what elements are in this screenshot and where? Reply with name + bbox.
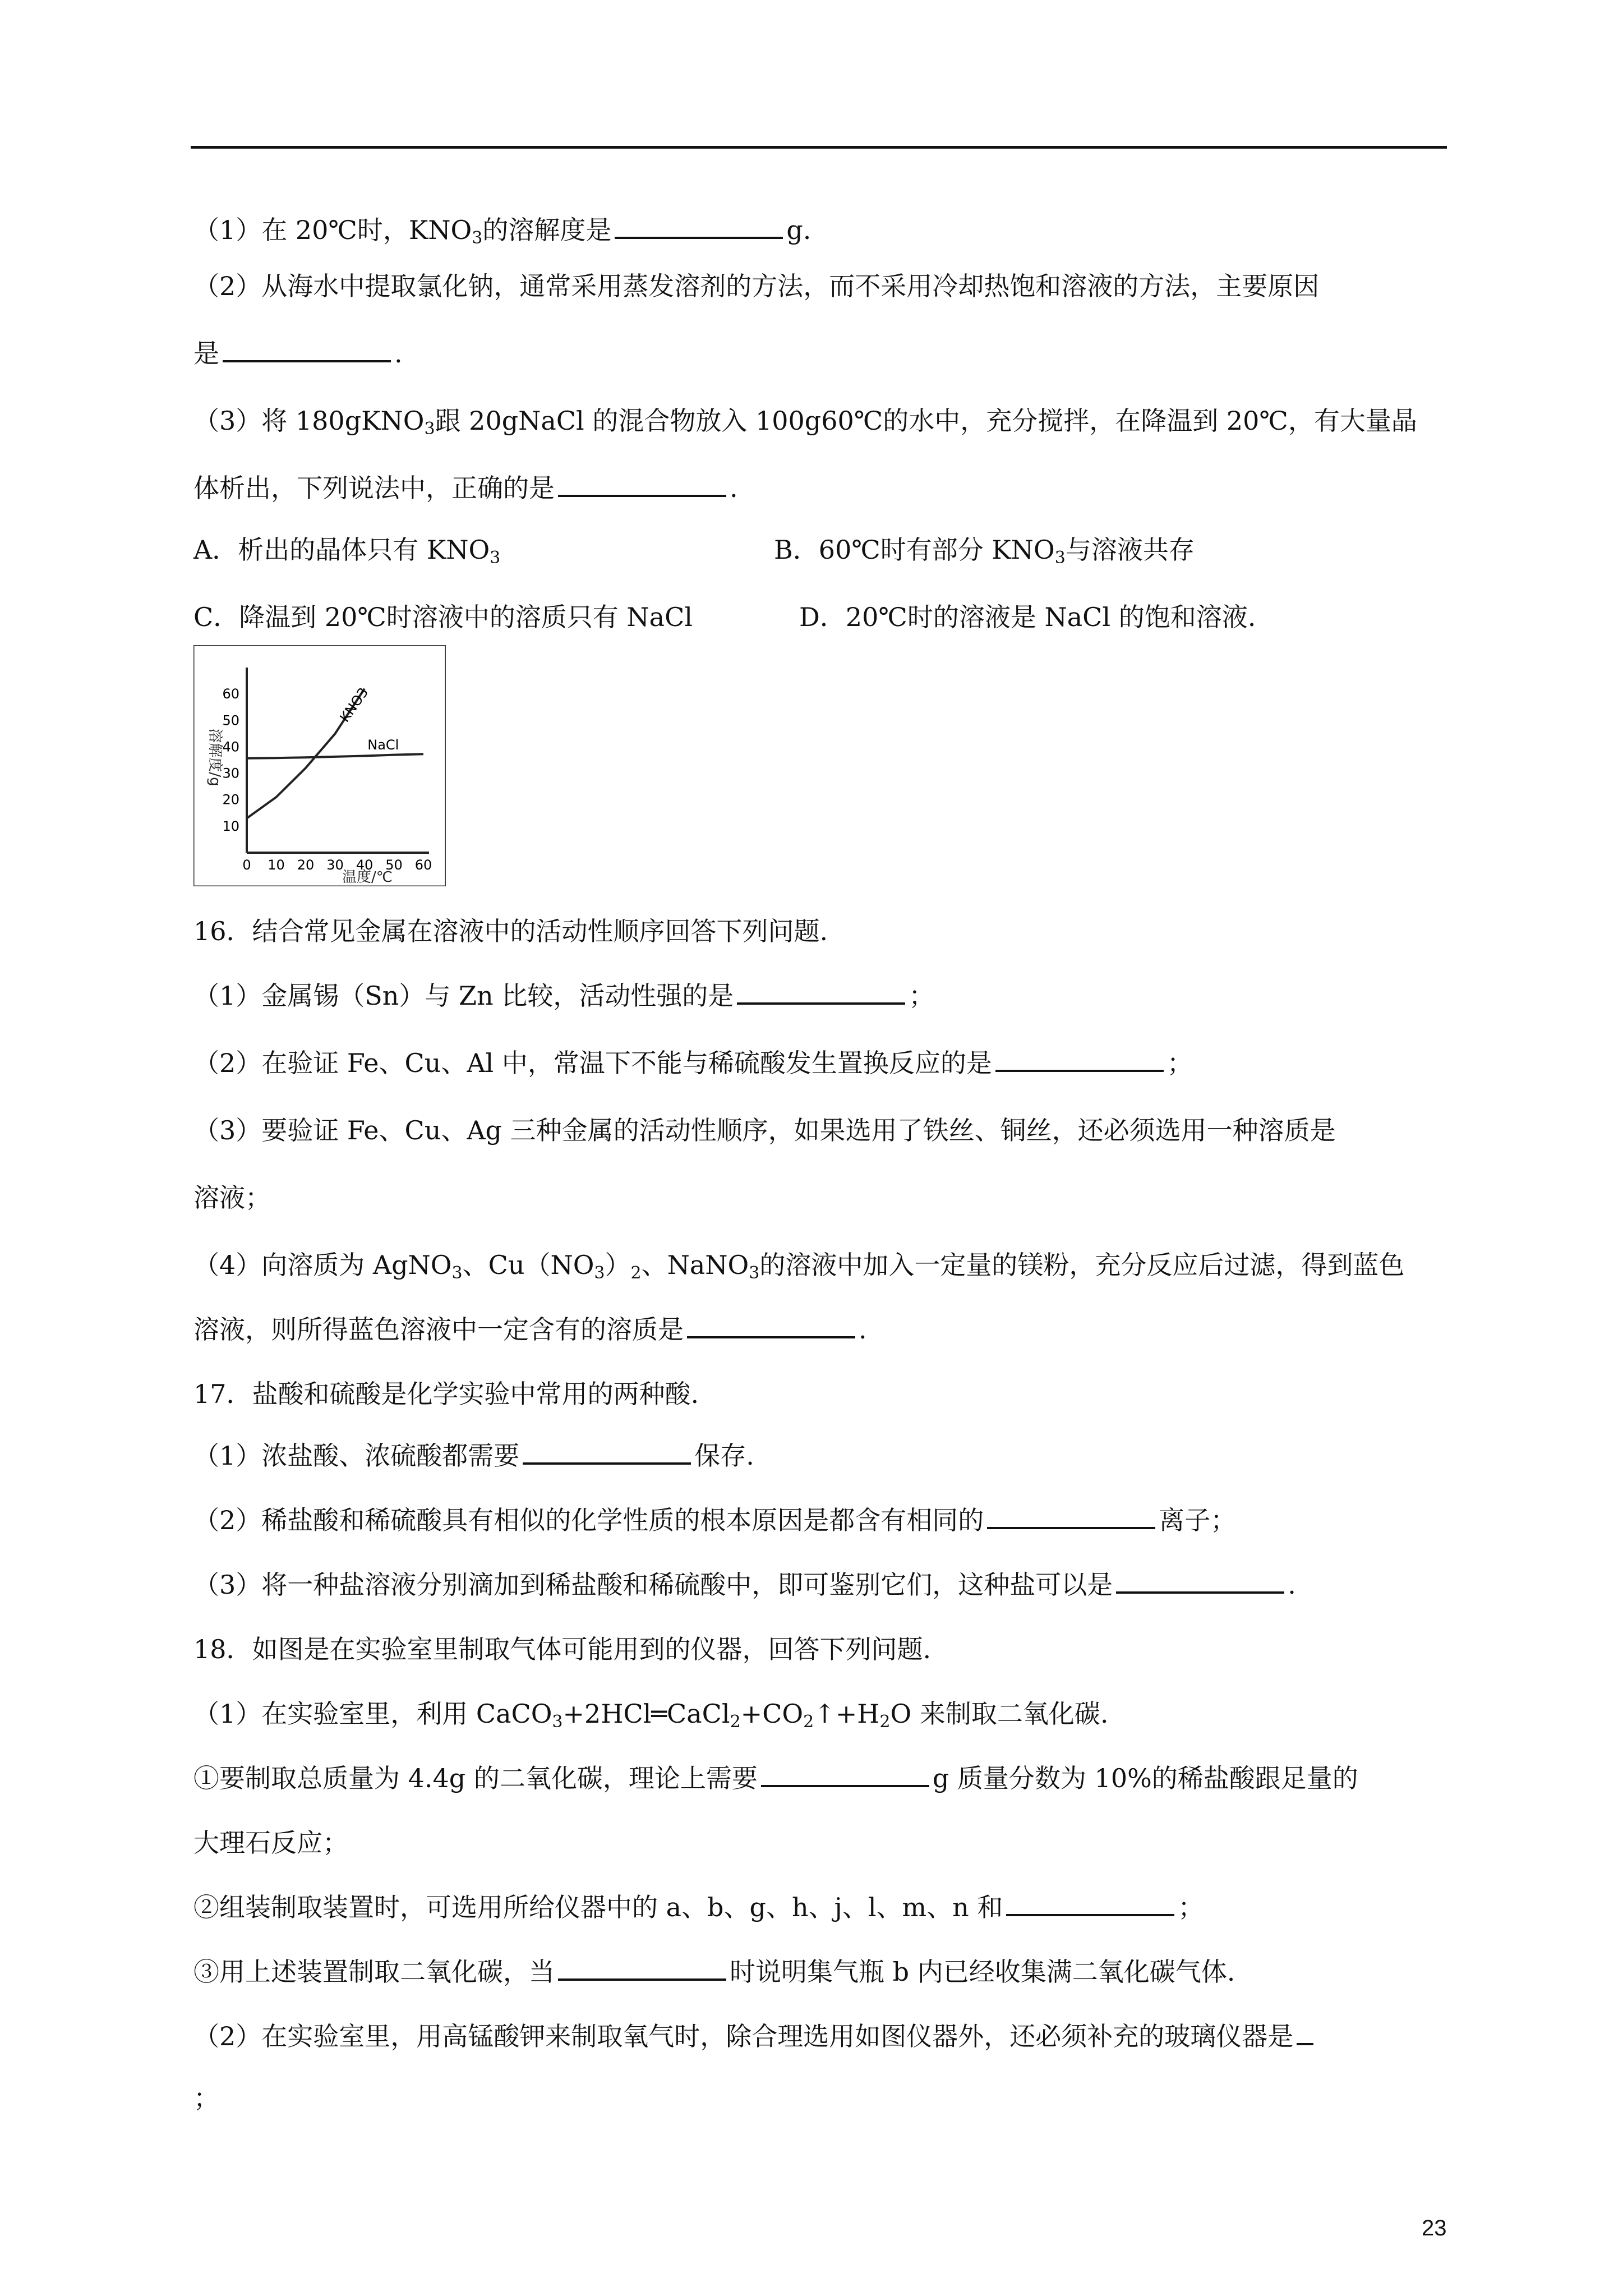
answer-blank[interactable] — [1297, 2021, 1313, 2045]
answer-blank[interactable] — [987, 1504, 1155, 1529]
y-tick-label: 60 — [222, 686, 239, 702]
x-tick-label: 40 — [356, 857, 374, 873]
answer-blank[interactable] — [1006, 1892, 1174, 1916]
y-axis-label: 溶解度/g — [206, 728, 223, 786]
y-tick-label: 40 — [222, 739, 239, 755]
q15-option-b: B．60℃时有部分 $KNO_3$与溶液共存 — [774, 535, 1195, 568]
q18-part1: （1）在实验室里，利用 $CaCO_3+2HCl═CaCl_2+CO_2↑+H_2O$ 来制取二氧化碳. — [193, 1699, 1109, 1732]
answer-blank[interactable] — [223, 338, 391, 362]
q18-step2: ②组装制取装置时，可选用所给仪器中的 a、b、g、h、j、l、m、n 和 ； — [193, 1892, 1204, 1922]
q18-title: 18．如图是在实验室里制取气体可能用到的仪器，回答下列问题. — [193, 1634, 932, 1664]
q15-part2-line2: 是 . — [193, 338, 403, 369]
q15-part1: （1）在 20℃时，$KNO_3$的溶解度是 g. — [193, 215, 811, 248]
answer-blank[interactable] — [995, 1047, 1164, 1072]
y-tick-label: 30 — [222, 765, 239, 781]
q16-part4-line1: （4）向溶质为 AgNO$_3$、$Cu(NO_3)_2$、NaNO$_3$的溶液中加入一定量的镁粉，充分反应后过滤，得到蓝色 — [193, 1250, 1405, 1283]
q18-part2-line1: （2）在实验室里，用高锰酸钾来制取氧气时，除合理选用如图仪器外，还必须补充的玻璃仪器是 — [193, 2019, 1317, 2053]
q18-step1-line1: ①要制取总质量为 4.4g 的二氧化碳，理论上需要 g 质量分数为 10%的稀盐酸跟足量的 — [193, 1763, 1358, 1793]
x-tick-label: 60 — [414, 857, 432, 873]
q16-part4-line2: 溶液，则所得蓝色溶液中一定含有的溶质是 . — [193, 1314, 867, 1345]
answer-blank[interactable] — [558, 472, 726, 497]
page-number: 23 — [1422, 2216, 1447, 2240]
q15-option-d: D．20℃时的溶液是 NaCl 的饱和溶液. — [799, 602, 1256, 632]
answer-blank[interactable] — [761, 1763, 929, 1787]
answer-blank[interactable] — [523, 1440, 691, 1465]
q16-part2: （2）在验证 Fe、Cu、Al 中，常温下不能与稀硫酸发生置换反应的是 ； — [193, 1048, 1193, 1078]
answer-blank[interactable] — [558, 1956, 726, 1981]
q16-part1: （1）金属锡（Sn）与 Zn 比较，活动性强的是 ； — [193, 981, 935, 1011]
q16-part3-line2: 溶液； — [193, 1182, 271, 1213]
q17-title: 17．盐酸和硫酸是化学实验中常用的两种酸. — [193, 1379, 699, 1409]
q18-step3: ③用上述装置制取二氧化碳，当 时说明集气瓶 b 内已经收集满二氧化碳气体. — [193, 1957, 1235, 1987]
y-tick-label: 20 — [222, 792, 239, 808]
x-tick-label: 20 — [297, 857, 315, 873]
solubility-chart-svg — [193, 645, 446, 886]
q17-part1: （1）浓盐酸、浓硫酸都需要 保存. — [193, 1441, 754, 1471]
x-axis-label: 温度/℃ — [342, 869, 393, 886]
q18-step1-line2: 大理石反应； — [193, 1828, 348, 1858]
answer-blank[interactable] — [737, 980, 905, 1005]
q15-part3-line2: 体析出，下列说法中，正确的是 . — [193, 473, 738, 503]
q15-part2-line1: （2）从海水中提取氯化钠，通常采用蒸发溶剂的方法，而不采用冷却热饱和溶液的方法，主要原因 — [193, 271, 1320, 301]
series-label-nacl: NaCl — [367, 737, 399, 753]
y-tick-label: 50 — [222, 712, 239, 729]
answer-blank[interactable] — [1116, 1569, 1284, 1594]
y-tick-label: 10 — [222, 818, 239, 834]
q18-part2-line2: ； — [193, 2083, 219, 2113]
q15-option-a: A．析出的晶体只有 $KNO_3$ — [193, 535, 501, 568]
answer-blank[interactable] — [615, 214, 783, 239]
header-rule — [191, 146, 1447, 149]
x-tick-label: 50 — [385, 857, 403, 873]
q17-part2: （2）稀盐酸和稀硫酸具有相似的化学性质的根本原因是都含有相同的 离子； — [193, 1505, 1237, 1535]
q17-part3: （3）将一种盐溶液分别滴加到稀盐酸和稀硫酸中，即可鉴别它们，这种盐可以是 . — [193, 1570, 1296, 1600]
q16-title: 16．结合常见金属在溶液中的活动性顺序回答下列问题. — [193, 916, 828, 946]
series-label-kno3: KNO3 — [336, 684, 372, 725]
x-tick-label: 30 — [326, 857, 344, 873]
q15-option-c: C．降温到 20℃时溶液中的溶质只有 NaCl — [193, 602, 693, 632]
answer-blank[interactable] — [687, 1314, 855, 1338]
x-tick-label: 0 — [242, 857, 251, 873]
q16-part3-line1: （3）要验证 Fe、Cu、Ag 三种金属的活动性顺序，如果选用了铁丝、铜丝，还必须选用一种溶质是 — [193, 1115, 1336, 1145]
x-tick-label: 10 — [268, 857, 285, 873]
solubility-chart — [193, 645, 446, 886]
q15-part3-line1: （3）将 180gKNO$_3$跟 20gNaCl 的混合物放入 100g60℃的水中，充分搅拌，在降温到 20℃，有大量晶 — [193, 406, 1417, 439]
